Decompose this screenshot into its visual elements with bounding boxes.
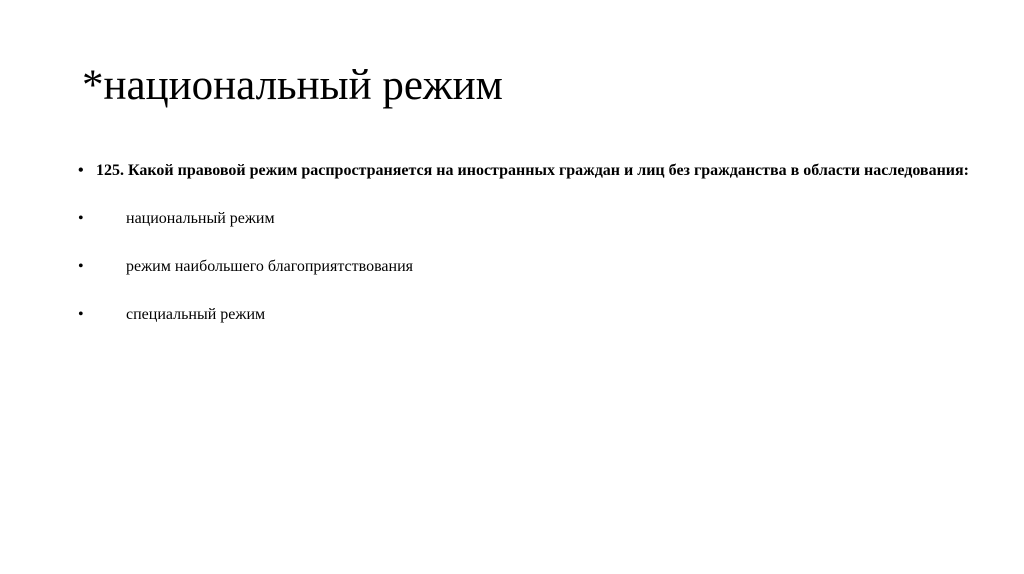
bullet-icon: • <box>78 306 84 323</box>
bullet-icon: • <box>78 162 84 179</box>
question-item <box>78 158 978 183</box>
answer-option-text: национальный режим <box>126 210 275 227</box>
bullet-icon: • <box>78 258 84 275</box>
answer-option <box>78 254 978 279</box>
slide-title: *национальный режим <box>82 62 503 109</box>
answer-option <box>78 206 978 231</box>
bullet-icon: • <box>78 210 84 227</box>
question-text: 125. Какой правовой режим распространяется на иностранных граждан и лиц без гражданства в области наследования: <box>96 162 969 179</box>
bullet-list <box>78 158 978 350</box>
answer-option <box>78 302 978 327</box>
answer-option-text: режим наибольшего благоприятствования <box>126 258 413 275</box>
answer-option-text: специальный режим <box>126 306 266 323</box>
